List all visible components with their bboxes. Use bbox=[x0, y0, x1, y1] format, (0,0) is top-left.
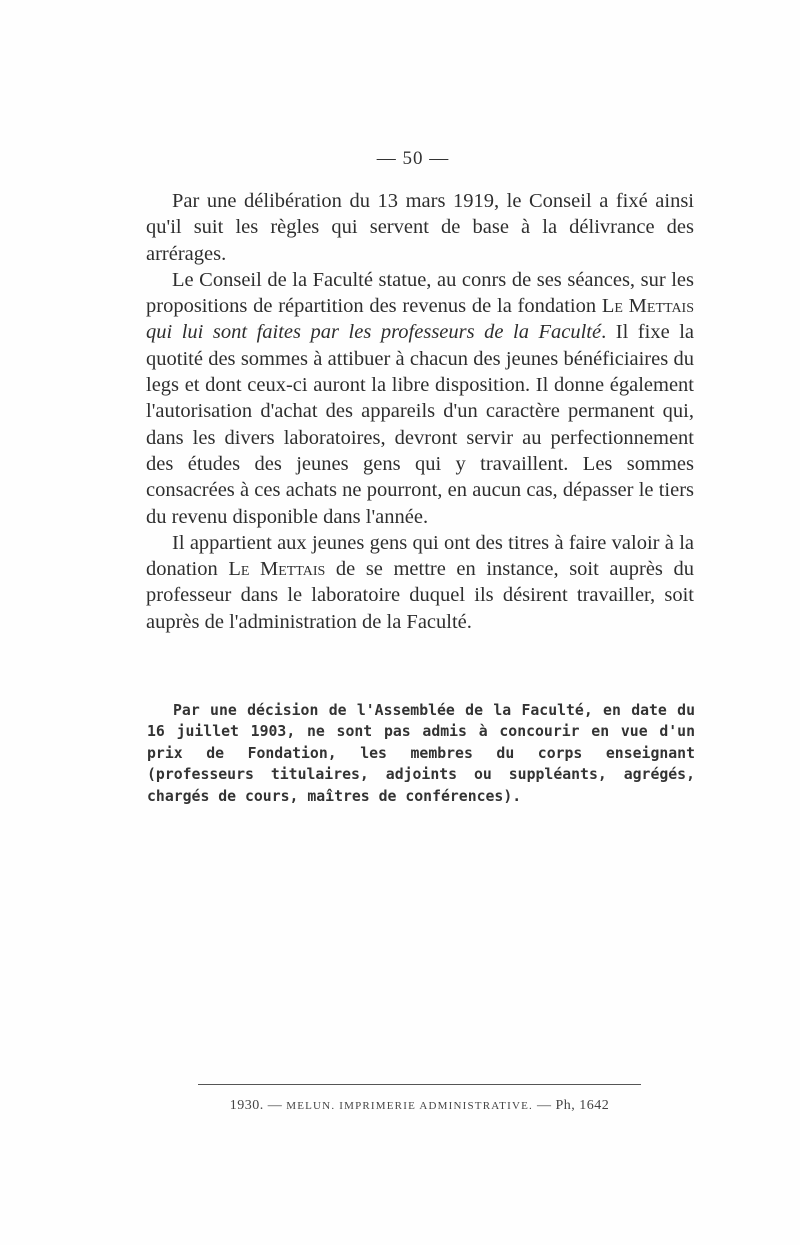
imprint-ref: — Ph, 1642 bbox=[532, 1098, 610, 1113]
paragraph-3 bbox=[146, 530, 694, 635]
imprint-year: 1930. — bbox=[229, 1098, 287, 1113]
assembly-note bbox=[147, 700, 695, 807]
page-number: — 50 — bbox=[376, 148, 450, 169]
paragraph-2-end: . Il fixe la quotité des sommes à attibuer à chacun des jeunes bénéficiaires du legs et dont ceux-ci auront la libre disposition. Il donne également l'autorisation d'achat des appareils d'un caractère permanent qui, dans les divers laboratoires, devront servir au perfectionnement des études des jeunes gens qui y travaillent. Les sommes consacrées à ces achats ne pourront, en aucun cas, dépasser le tiers du revenu disponible dans l'année. bbox=[146, 321, 694, 528]
footer-rule bbox=[198, 1084, 641, 1085]
imprint-printer: MELUN. IMPRIMERIE ADMINISTRATIVE. bbox=[286, 1100, 533, 1112]
paragraph-3-end: de se mettre en instance, soit auprès du professeur dans le laboratoire duquel ils désirent travailler, soit auprès de l'administration de la Faculté. bbox=[146, 558, 694, 633]
paragraph-2-start: Le Conseil de la Faculté statue, au conrs de ses séances, sur les propositions de répartition des revenus de la fondation bbox=[146, 268, 694, 318]
paragraph-2-italic: qui lui sont faites par les professeurs de la Faculté bbox=[146, 321, 602, 344]
foundation-name-2: Le Mettais bbox=[228, 558, 326, 581]
printer-imprint bbox=[198, 1098, 641, 1114]
main-text bbox=[146, 188, 694, 635]
note-paragraph: Par une décision de l'Assemblée de la Faculté, en date du 16 juillet 1903, ne sont pas admis à concourir en vue d'un prix de Fondation, les membres du corps enseignant (professeurs titulaires, adjoints ou suppléants, agrégés, chargés de cours, maîtres de conférences). bbox=[147, 702, 695, 805]
paragraph-1: Par une délibération du 13 mars 1919, le Conseil a fixé ainsi qu'il suit les règles qui servent de base à la délivrance des arrérages. bbox=[146, 190, 694, 265]
foundation-name: Le Mettais bbox=[601, 295, 694, 318]
paragraph-2 bbox=[146, 267, 694, 530]
paragraph-3-start: Il appartient aux jeunes gens qui ont des titres à faire valoir à la donation bbox=[146, 531, 694, 581]
